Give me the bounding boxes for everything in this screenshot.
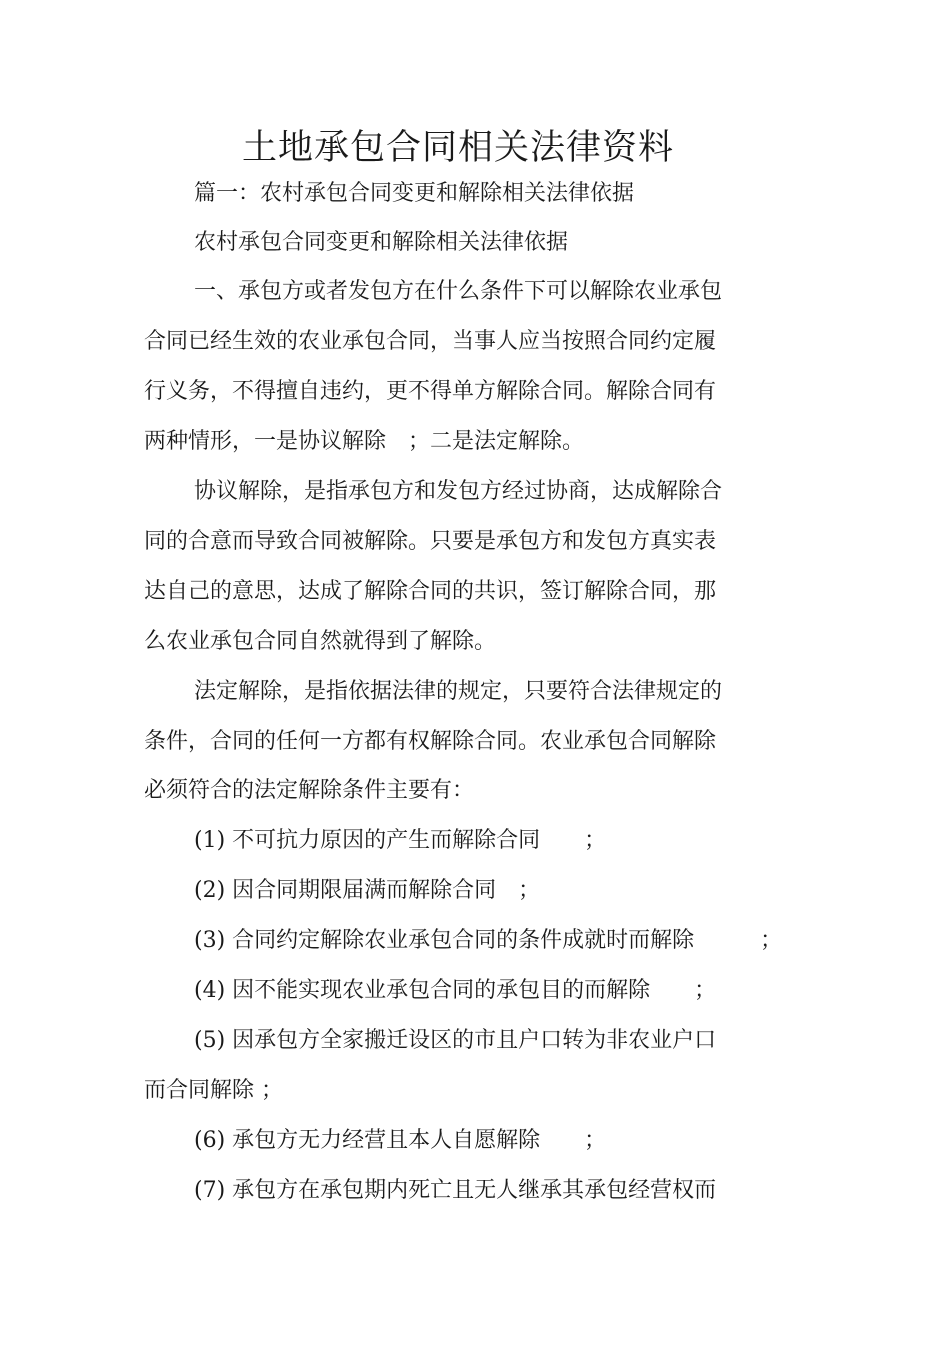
- list-item: (1) 不可抗力原因的产生而解除合同 ；: [194, 828, 607, 853]
- document-title: 土地承包合同相关法律资料: [241, 128, 674, 168]
- text-line-heading-1: 篇一：农村承包合同变更和解除相关法律依据: [194, 181, 635, 206]
- text-line: 达自己的意思，达成了解除合同的共识，签订解除合同，那: [144, 579, 717, 604]
- text-line: 行义务，不得擅自违约，更不得单方解除合同。解除合同有: [144, 379, 717, 404]
- list-item: (7) 承包方在承包期内死亡且无人继承其承包经营权而: [194, 1178, 717, 1203]
- list-item-continuation: 而合同解除 ；: [144, 1078, 283, 1103]
- text-line: 一、承包方或者发包方在什么条件下可以解除农业承包: [194, 279, 723, 304]
- text-line-heading-2: 农村承包合同变更和解除相关法律依据: [194, 230, 569, 255]
- list-item: (4) 因不能实现农业承包合同的承包目的而解除 ；: [194, 978, 717, 1003]
- text-line: 同的合意而导致合同被解除。只要是承包方和发包方真实表: [144, 529, 717, 554]
- list-item: (3) 合同约定解除农业承包合同的条件成就时而解除 ；: [194, 928, 783, 953]
- text-line: 两种情形，一是协议解除 ；二是法定解除。: [144, 429, 585, 454]
- text-line: 条件，合同的任何一方都有权解除合同。农业承包合同解除: [144, 729, 717, 754]
- text-line: 么农业承包合同自然就得到了解除。: [144, 629, 497, 654]
- text-line: 法定解除，是指依据法律的规定，只要符合法律规定的: [194, 679, 723, 704]
- text-line: 合同已经生效的农业承包合同，当事人应当按照合同约定履: [144, 329, 717, 354]
- text-line: 必须符合的法定解除条件主要有：: [144, 778, 475, 803]
- list-item: (5) 因承包方全家搬迁设区的市且户口转为非农业户口: [194, 1028, 717, 1053]
- text-line: 协议解除，是指承包方和发包方经过协商，达成解除合: [194, 479, 723, 504]
- list-item: (6) 承包方无力经营且本人自愿解除 ；: [194, 1128, 607, 1153]
- list-item: (2) 因合同期限届满而解除合同 ；: [194, 878, 541, 903]
